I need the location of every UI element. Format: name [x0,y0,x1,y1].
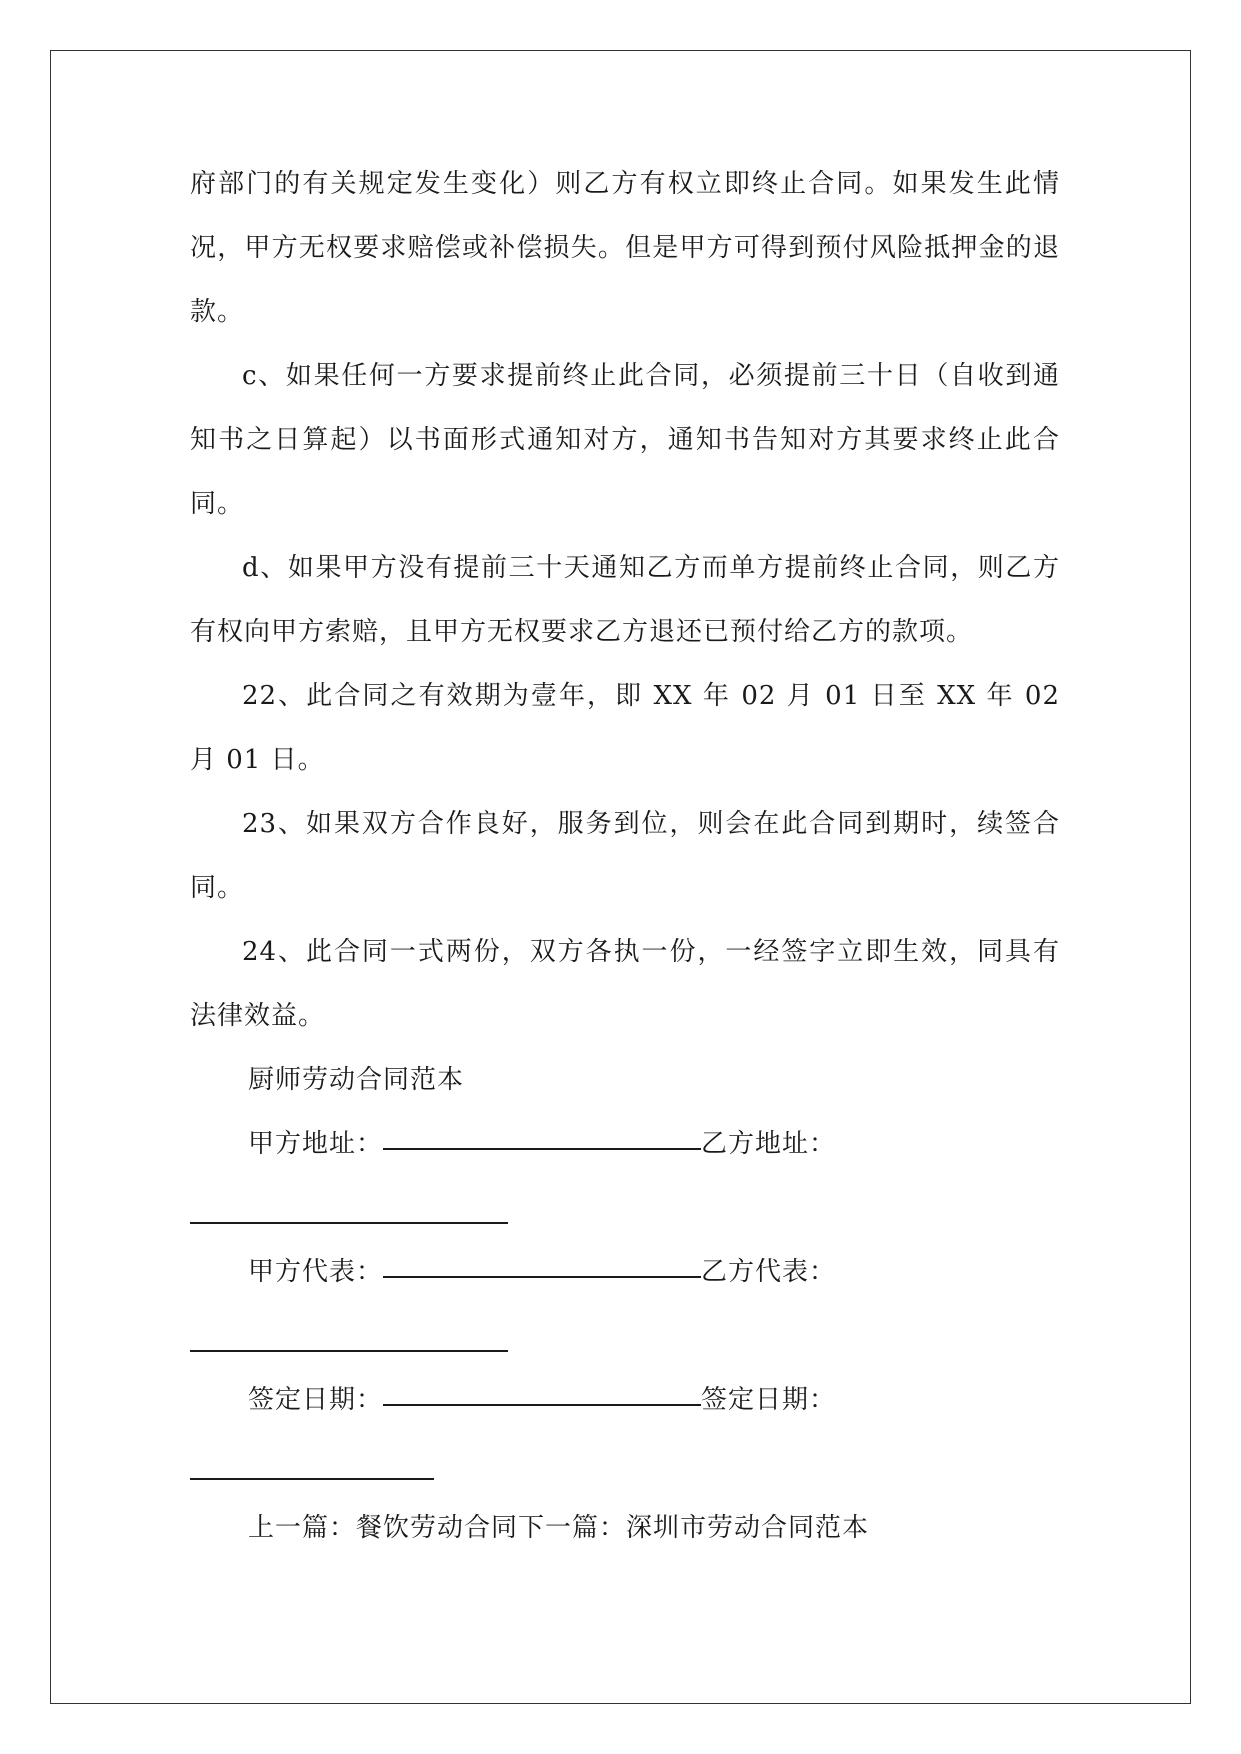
sign-date-b-blank-line [190,1432,1060,1496]
paragraph-clause-24: 24、此合同一式两份，双方各执一份，一经签字立即生效，同具有法律效益。 [190,937,1060,1031]
next-label: 下一篇： [518,1513,627,1543]
party-b-rep-blank [190,1350,508,1352]
sign-date-a-label: 签定日期： [248,1385,384,1415]
party-a-rep-blank [383,1276,701,1278]
representative-row [190,1240,1060,1304]
paragraph-clause-c: c、如果任何一方要求提前终止此合同，必须提前三十日（自收到通知书之日算起）以书面形式通知对方，通知书告知对方其要求终止此合同。 [190,361,1060,519]
paragraph-termination-continued: 府部门的有关规定发生变化）则乙方有权立即终止合同。如果发生此情况，甲方无权要求赔偿或补偿损失。但是甲方可得到预付风险抵押金的退款。 [190,169,1060,327]
party-b-address-blank-line [190,1176,1060,1240]
next-article-link[interactable]: 深圳市劳动合同范本 [626,1513,870,1543]
party-a-address-blank [383,1148,701,1150]
article-navigation [190,1496,1060,1560]
party-a-rep-label: 甲方代表： [248,1257,384,1287]
party-a-address-label: 甲方地址： [248,1129,384,1159]
sign-date-b-blank [190,1478,434,1480]
document-body [190,152,1070,1560]
prev-article-link[interactable]: 餐饮劳动合同 [356,1513,519,1543]
address-row [190,1112,1060,1176]
sign-date-row [190,1368,1060,1432]
paragraph-clause-23: 23、如果双方合作良好，服务到位，则会在此合同到期时，续签合同。 [190,809,1060,903]
party-b-address-label: 乙方地址： [701,1129,837,1159]
paragraph-clause-22: 22、此合同之有效期为壹年，即 XX 年 02 月 01 日至 XX 年 02 月 01 日。 [190,681,1070,775]
paragraph-clause-d: d、如果甲方没有提前三十天通知乙方而单方提前终止合同，则乙方有权向甲方索赔，且甲方无权要求乙方退还已预付给乙方的款项。 [190,553,1060,647]
party-b-rep-blank-line [190,1304,1060,1368]
contract-heading: 厨师劳动合同范本 [248,1065,465,1095]
party-b-address-blank [190,1222,508,1224]
party-b-rep-label: 乙方代表： [701,1257,837,1287]
prev-label: 上一篇： [248,1513,357,1543]
sign-date-a-blank [383,1404,701,1406]
sign-date-b-label: 签定日期： [701,1385,837,1415]
